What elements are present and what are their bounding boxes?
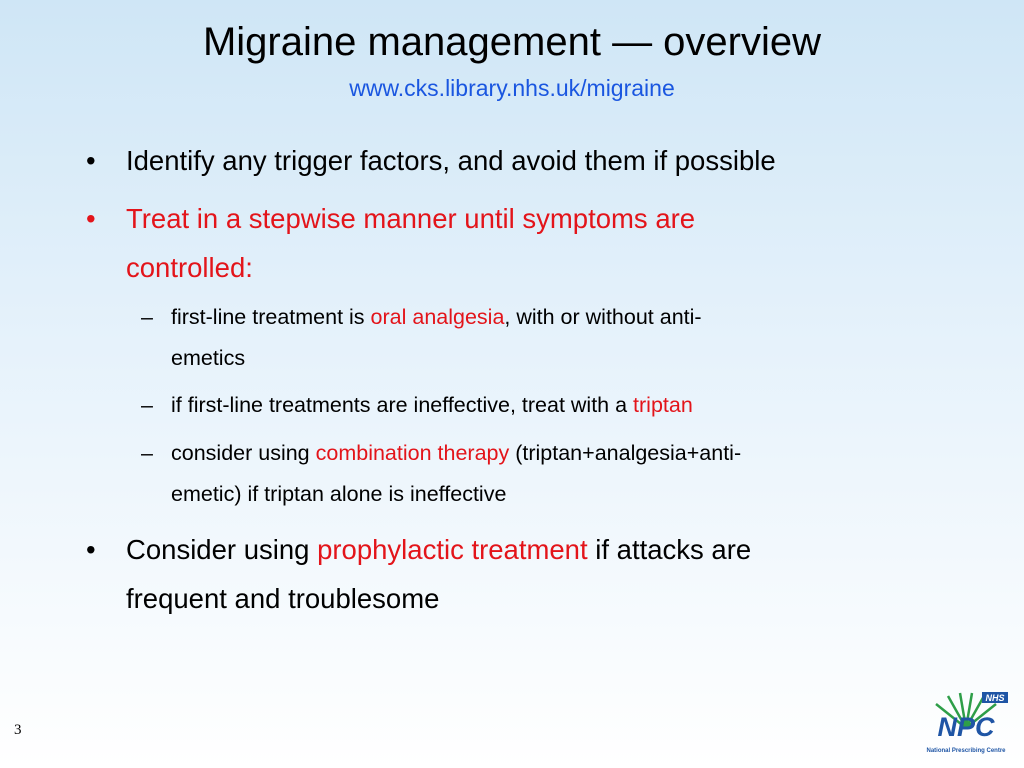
slide-subtitle-link[interactable]: www.cks.library.nhs.uk/migraine [349,75,675,101]
subbullet-text-before: first-line treatment is [171,305,371,329]
subbullet-item-3 [141,433,941,515]
bullet-dot: • [86,203,96,234]
subbullet-text-line2: emetic) if triptan alone is ineffective [171,482,507,506]
dash-marker: – [141,393,153,417]
bullet-text-before: Consider using [126,534,318,565]
subbullet-text-line2: emetics [171,346,246,370]
bullet-text-after: if attacks are [587,534,752,565]
npc-logo-caption: National Prescribing Centre [926,748,1006,754]
subbullet-highlight: combination therapy [315,441,510,465]
subbullet-text-after: (triptan+analgesia+anti- [509,441,742,465]
bullet-dot: • [86,145,96,176]
subbullet-text-after: , with or without anti- [504,305,702,329]
slide-title: Migraine management — overview [202,20,822,64]
nhs-badge-text: NHS [985,693,1005,703]
bullet-item-2 [86,194,946,292]
bullet-item-1 [86,136,946,185]
dash-marker: – [141,305,153,329]
subbullet-highlight: triptan [633,393,693,417]
bullet-highlight: prophylactic treatment [317,534,588,565]
bullet-item-3 [86,525,946,623]
subbullet-text-before: if first-line treatments are ineffective, treat with a [171,393,634,417]
subbullet-text-before: consider using [171,441,316,465]
bullet-text: Identify any trigger factors, and avoid them if possible [126,145,776,176]
bullet-dot: • [86,534,96,565]
npc-logo [920,690,1012,756]
bullet-text-line1: Treat in a stepwise manner until symptoms are [126,203,696,234]
subbullet-item-1 [141,297,941,379]
subbullet-item-2 [141,385,941,426]
bullet-text-line2: frequent and troublesome [126,583,440,614]
page-number: 3 [14,722,22,738]
npc-logo-text: NPC [937,712,995,742]
dash-marker: – [141,441,153,465]
subbullet-highlight: oral analgesia [370,305,505,329]
bullet-text-line2: controlled: [126,252,253,283]
